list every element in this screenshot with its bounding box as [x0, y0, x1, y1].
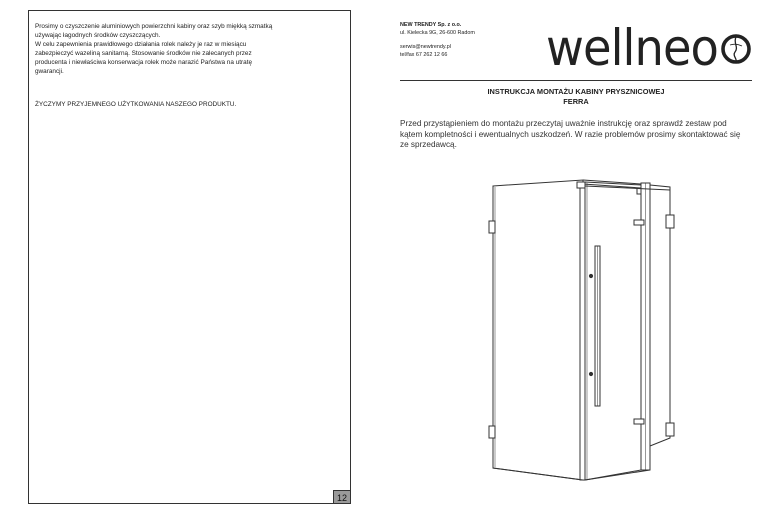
handle-mount-top — [589, 274, 592, 277]
page-number: 12 — [333, 490, 351, 504]
company-email: serwis@newtrendy.pl — [400, 44, 451, 50]
wall-bracket-top — [489, 221, 495, 233]
product-name: FERRA — [563, 97, 589, 106]
wall-bracket-bottom — [489, 426, 495, 438]
logo-figure-icon — [723, 34, 749, 63]
header-divider — [400, 80, 752, 81]
document-title: INSTRUKCJA MONTAŻU KABINY PRYSZNICOWEJ — [487, 87, 665, 96]
hinge-top — [634, 220, 644, 225]
company-phone: tel/fax 67 262 12 66 — [400, 51, 448, 58]
closing-wish: ŻYCZYMY PRZYJEMNEGO UŻYTKOWANIA NASZEGO PRODUKTU. — [35, 101, 237, 108]
door-panel — [585, 182, 641, 480]
intro-paragraph: Przed przystąpieniem do montażu przeczytaj uważnie instrukcję oraz sprawdź zestaw pod kątem kompletności i ewentualnych uszkodzeń. W razie problemów prosimy skontaktować się ze sprzedawcą. — [400, 119, 741, 149]
care-instructions: Prosimy o czyszczenie aluminiowych powierzchni kabiny oraz szyb miękką szmatką używając łagodnych środków czyszczących. W celu zapewnienia prawidłowego działania rolek należy je raz w miesiącu zabezpieczyć wazeliną sanitarną. Stosowanie środków nie zalecanych przez producenta i niewłaściwa konserwacja rolek może narazić Państwa na utratę gwarancji. — [35, 23, 273, 75]
company-address: ul. Kielecka 9G, 26-600 Radom — [400, 29, 475, 36]
left-page — [28, 10, 351, 504]
handle-mount-bottom — [589, 372, 592, 375]
side-glass-panel — [493, 180, 583, 480]
company-info — [400, 22, 475, 59]
company-name: NEW TRENDY Sp. z o.o. — [400, 22, 462, 28]
wall-bracket-right-bottom — [666, 423, 674, 436]
right-page — [380, 0, 768, 512]
wellneo-logo — [546, 21, 752, 73]
hinge-bottom — [634, 419, 644, 424]
shower-cabin-drawing — [480, 176, 710, 486]
wall-bracket-right-top — [666, 215, 674, 228]
logo-text: wellneo — [546, 21, 718, 73]
